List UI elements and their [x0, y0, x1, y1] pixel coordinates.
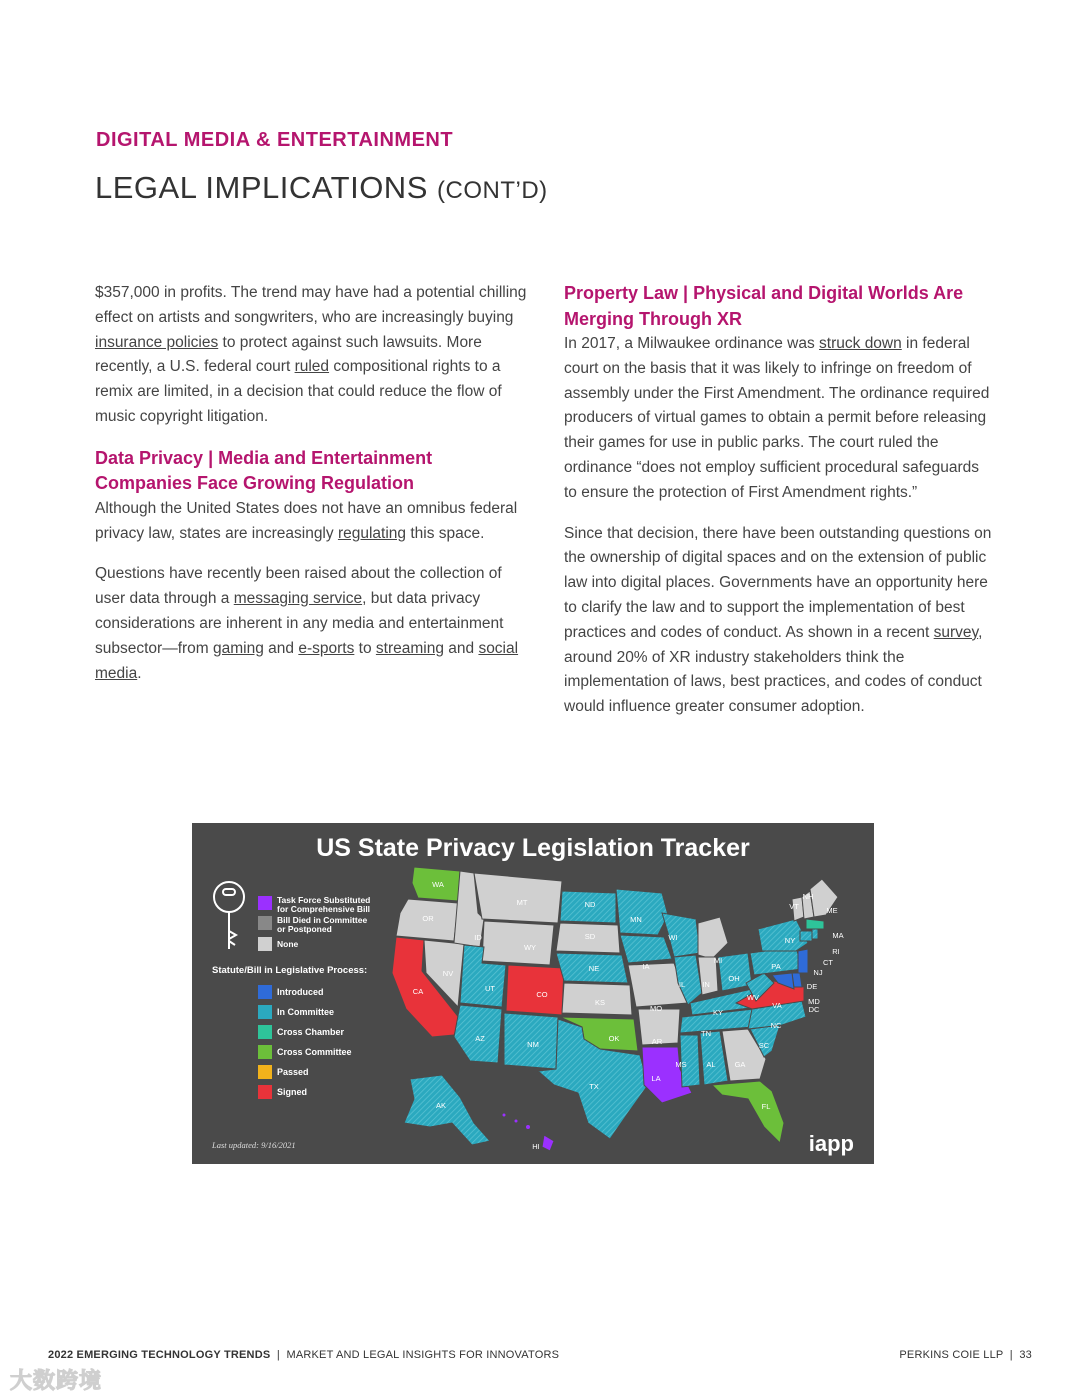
state-label-ga: GA	[734, 1060, 746, 1069]
state-label-nj: NJ	[813, 968, 823, 977]
link-insurance-policies[interactable]: insurance policies	[95, 333, 219, 351]
link-gaming[interactable]: gaming	[213, 639, 264, 657]
heading-property-law: Property Law | Physical and Digital Worlds Are Merging Through XR	[564, 283, 964, 329]
state-hi-island-2	[514, 1119, 518, 1123]
link-survey[interactable]: survey	[933, 623, 979, 641]
state-label-wa: WA	[432, 880, 444, 889]
state-hi-island-3	[526, 1125, 531, 1130]
state-label-dc: DC	[808, 1005, 820, 1014]
key-icon	[214, 882, 244, 949]
state-label-wv: WV	[746, 993, 760, 1002]
state-label-md: MD	[808, 997, 820, 1006]
left-paragraph-1: $357,000 in profits. The trend may have had a potential chilling effect on artists and songwriters, who are increasingly buying insurance policies to protect against such lawsuits. More recently, a U.S. federal court ruled compositional rights to a remix are limited, in a decision that could reduce the flow of music copyright litigation.	[95, 284, 527, 425]
legend-label-passed: Passed	[277, 1067, 309, 1077]
left-column	[95, 281, 527, 702]
state-wy	[482, 921, 554, 965]
state-label-nc: NC	[770, 1021, 782, 1030]
state-label-ne: NE	[588, 964, 600, 973]
state-label-fl: FL	[761, 1102, 771, 1111]
state-label-ky: KY	[712, 1008, 724, 1017]
state-label-al: AL	[706, 1060, 716, 1069]
legend-label-signed: Signed	[277, 1087, 308, 1097]
state-mn	[616, 889, 668, 935]
legend-swatch-signed	[258, 1085, 272, 1099]
state-label-ia: IA	[642, 962, 650, 971]
state-label-mt: MT	[516, 898, 528, 907]
state-ak	[404, 1075, 490, 1145]
right-paragraph-1: In 2017, a Milwaukee ordinance was struck down in federal court on the basis that it was likely to infringe on freedom of assembly under the First Amendment. The ordinance required producers of virtual games to obtain a permit before releasing their games for use in public parks. The court ruled the ordinance “does not employ sufficient procedural safeguards to ensure the protection of First Amendment rights.”	[564, 335, 990, 501]
state-label-sd: SD	[584, 932, 596, 941]
link-ruled[interactable]: ruled	[294, 358, 330, 376]
state-label-il: IL	[678, 980, 686, 989]
state-label-ny: NY	[784, 936, 796, 945]
legend-label-cross-chamber: Cross Chamber	[277, 1027, 345, 1037]
link-struck-down[interactable]: struck down	[819, 335, 902, 352]
state-label-id: ID	[474, 933, 482, 942]
legend-label-introduced: Introduced	[277, 987, 324, 997]
state-label-mn: MN	[630, 915, 642, 924]
map-title: US State Privacy Legislation Tracker	[316, 834, 750, 862]
footer-right: PERKINS COIE LLP | 33	[899, 1349, 1032, 1361]
state-label-la: LA	[651, 1074, 661, 1083]
state-nj	[798, 949, 808, 973]
link-regulating[interactable]: regulating	[337, 524, 407, 542]
right-paragraph-2: Since that decision, there have been outstanding questions on the ownership of digital spaces and on the extension of public law into digital places. Governments have an opportunity here to clarify the law and to support the implementation of best practices and codes of conduct. As shown in a recent survey, around 20% of XR industry stakeholders think the implementation of laws, best practices, and codes of conduct would influence greater consumer adoption.	[564, 524, 992, 716]
legend-swatch-cross-committee	[258, 1045, 272, 1059]
link-e-sports[interactable]: e-sports	[298, 639, 355, 657]
state-ri	[812, 929, 818, 939]
state-label-mo: MO	[649, 1004, 663, 1013]
right-column	[564, 281, 994, 736]
state-label-nh: NH	[802, 892, 814, 901]
state-hi-island-1	[502, 1113, 506, 1117]
map-updated: Last updated: 9/16/2021	[212, 1140, 296, 1150]
page-title: LEGAL IMPLICATIONS (CONT’D)	[95, 170, 548, 205]
state-label-tn: TN	[701, 1029, 711, 1038]
privacy-tracker-map	[192, 823, 874, 1164]
state-label-me: ME	[826, 906, 838, 915]
state-label-ut: UT	[485, 984, 495, 993]
section-eyebrow: DIGITAL MEDIA & ENTERTAINMENT	[96, 129, 454, 151]
state-hi	[542, 1135, 554, 1151]
state-label-nd: ND	[584, 900, 596, 909]
link-messaging-service[interactable]: messaging service	[233, 590, 363, 608]
state-label-va: VA	[772, 1001, 782, 1010]
legend-swatch-cross-chamber	[258, 1025, 272, 1039]
state-label-ak: AK	[435, 1101, 447, 1110]
state-ct	[800, 931, 812, 941]
left-paragraph-2: Although the United States does not have an omnibus federal privacy law, states are increasingly regulating this space.	[95, 499, 518, 542]
state-label-oh: OH	[728, 974, 740, 983]
state-label-hi: HI	[532, 1142, 540, 1151]
state-fl	[712, 1081, 784, 1143]
state-label-nv: NV	[442, 969, 454, 978]
state-label-az: AZ	[475, 1034, 485, 1043]
state-label-sc: SC	[758, 1041, 770, 1050]
state-label-ct: CT	[823, 958, 833, 967]
iapp-logo: iapp	[808, 1131, 854, 1156]
legend-heading: Statute/Bill in Legislative Process:	[212, 965, 368, 976]
legend-label-in-committee: In Committee	[277, 1007, 335, 1017]
link-streaming[interactable]: streaming	[375, 639, 444, 657]
legend-swatch-task-force	[258, 896, 272, 910]
state-label-co: CO	[536, 990, 548, 999]
state-co	[506, 965, 564, 1015]
legend-process	[258, 985, 352, 1099]
state-label-ok: OK	[608, 1034, 620, 1043]
legend-label-cross-committee: Cross Committee	[277, 1047, 352, 1057]
state-ia	[620, 935, 672, 963]
state-label-ms: MS	[675, 1060, 687, 1069]
state-label-nm: NM	[527, 1040, 539, 1049]
state-label-ri: RI	[832, 947, 840, 956]
legend-label-died-2: or Postponed	[277, 924, 332, 934]
legend-swatch-introduced	[258, 985, 272, 999]
left-paragraph-3: Questions have recently been raised about the collection of user data through a messaging service, but data privacy considerations are inherent in any media and entertainment subsector—from gaming and e-sports to streaming and social media.	[95, 565, 519, 682]
legend-label-task-force-2: for Comprehensive Bill	[277, 904, 371, 914]
legend-swatch-passed	[258, 1065, 272, 1079]
page-number: 33	[1019, 1349, 1032, 1361]
state-label-or: OR	[422, 914, 434, 923]
link-social-media[interactable]: social media	[95, 639, 519, 682]
state-label-in: IN	[702, 980, 710, 989]
state-label-ks: KS	[594, 998, 606, 1007]
state-label-mi: MI	[713, 956, 723, 965]
legend-top	[258, 895, 370, 951]
state-label-wi: WI	[668, 933, 678, 942]
us-map	[392, 867, 838, 1151]
watermark: 大数跨境	[10, 1368, 103, 1393]
legend-swatch-none	[258, 937, 272, 951]
state-label-wy: WY	[523, 943, 537, 952]
state-label-de: DE	[806, 982, 818, 991]
legend-label-died-1: Bill Died in Committee	[277, 915, 368, 925]
heading-data-privacy: Data Privacy | Media and Entertainment Companies Face Growing Regulation	[95, 447, 433, 494]
state-label-tx: TX	[589, 1082, 599, 1091]
legend-swatch-died	[258, 916, 272, 930]
state-mi	[698, 917, 728, 959]
state-ma	[806, 919, 824, 929]
state-label-ca: CA	[412, 987, 424, 996]
legend-label-task-force-1: Task Force Substituted	[277, 895, 371, 905]
state-label-vt: VT	[789, 902, 799, 911]
state-label-ar: AR	[651, 1037, 663, 1046]
legend-swatch-in-committee	[258, 1005, 272, 1019]
legend-label-none: None	[277, 939, 299, 949]
state-label-ma: MA	[832, 931, 844, 940]
state-label-pa: PA	[771, 962, 781, 971]
footer-left: 2022 EMERGING TECHNOLOGY TRENDS | MARKET AND LEGAL INSIGHTS FOR INNOVATORS	[48, 1349, 560, 1361]
